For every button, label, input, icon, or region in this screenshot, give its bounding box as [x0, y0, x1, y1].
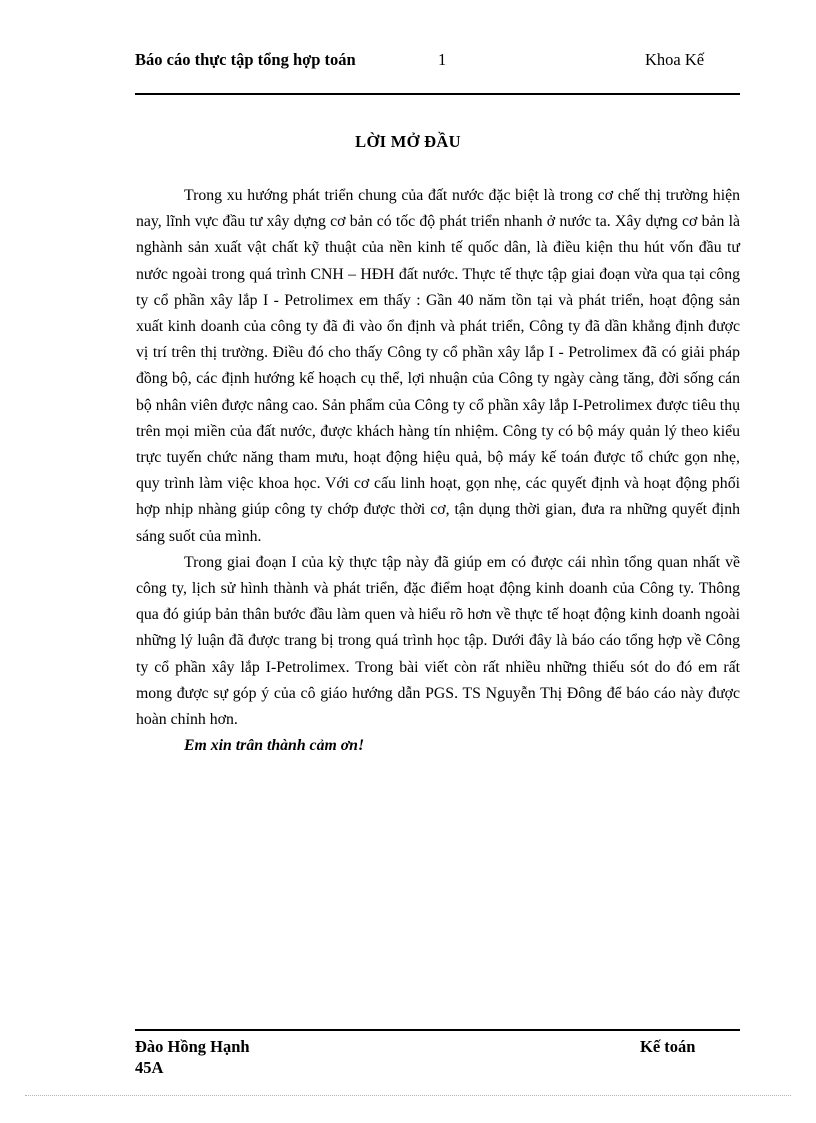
- header-report-title: Báo cáo thực tập tổng hợp toán: [135, 50, 356, 69]
- page-number: 1: [438, 50, 447, 69]
- paragraph-2: Trong giai đoạn I của kỳ thực tập này đã giúp em có được cái nhìn tổng quan nhất về công ty, lịch sử hình thành và phát triển, đặc điểm hoạt động kinh doanh của Công ty. Thông qua đó giúp bản thân bước đầu làm quen và hiểu rõ hơn về thực tế hoạt động kinh doanh ngoài những lý luận đã được trang bị trong quá trình học tập. Dưới đây là báo cáo tổng hợp về Công ty cổ phần xây lắp I-Petrolimex. Trong bài viết còn rất nhiều những thiếu sót do đó em rất mong được sự góp ý của cô giáo hướng dẫn PGS. TS Nguyễn Thị Đông để báo cáo này được hoàn chỉnh hơn.: [136, 553, 740, 729]
- page-footer: [135, 1029, 740, 1077]
- document-body: [136, 183, 740, 759]
- footer-author: Đào Hồng Hạnh 45A: [135, 1037, 250, 1077]
- paragraph-1: Trong xu hướng phát triển chung của đất nước đặc biệt là trong cơ chế thị trường hiện nay, lĩnh vực đầu tư xây dựng cơ bản có tốc độ phát triển nhanh ở nước ta. Xây dựng cơ bản là nghành sản xuất vật chất kỹ thuật của nền kinh tế quốc dân, là điều kiện thu hút vốn đầu tư nước ngoài trong quá trình CNH – HĐH đất nước. Thực tế thực tập giai đoạn vừa qua tại công ty cổ phần xây lắp I - Petrolimex em thấy : Gần 40 năm tồn tại và phát triển, hoạt động sản xuất kinh doanh của công ty đã đi vào ổn định và phát triển, Công ty đã dần khẳng định được vị trí trên thị trường. Điều đó cho thấy Công ty cổ phần xây lắp I - Petrolimex đã có giải pháp đồng bộ, các định hướng kế hoạch cụ thể, lợi nhuận của Công ty ngày càng tăng, đời sống cán bộ nhân viên được nâng cao. Sản phẩm của Công ty cổ phần xây lắp I-Petrolimex được tiêu thụ trên mọi miền của đất nước, được khách hàng tín nhiệm. Công ty có bộ máy quản lý theo kiểu trực tuyến chức năng tham mưu, hoạt động hiệu quả, bộ máy kế toán được tổ chức gọn nhẹ, quy trình làm việc khoa học. Với cơ cấu linh hoạt, gọn nhẹ, các quyết định và hoạt động phối hợp nhịp nhàng giúp công ty chớp được thời cơ, tận dụng thời gian, đưa ra những quyết định sáng suốt của mình.: [136, 187, 740, 545]
- page-title: LỜI MỞ ĐẦU: [355, 132, 461, 151]
- page-bottom-divider: [25, 1095, 791, 1096]
- footer-department: Kế toán: [640, 1037, 696, 1056]
- closing-line: Em xin trân thành cảm ơn!: [184, 737, 365, 755]
- header-faculty: Khoa Kế: [645, 50, 705, 69]
- page-header: [135, 49, 740, 95]
